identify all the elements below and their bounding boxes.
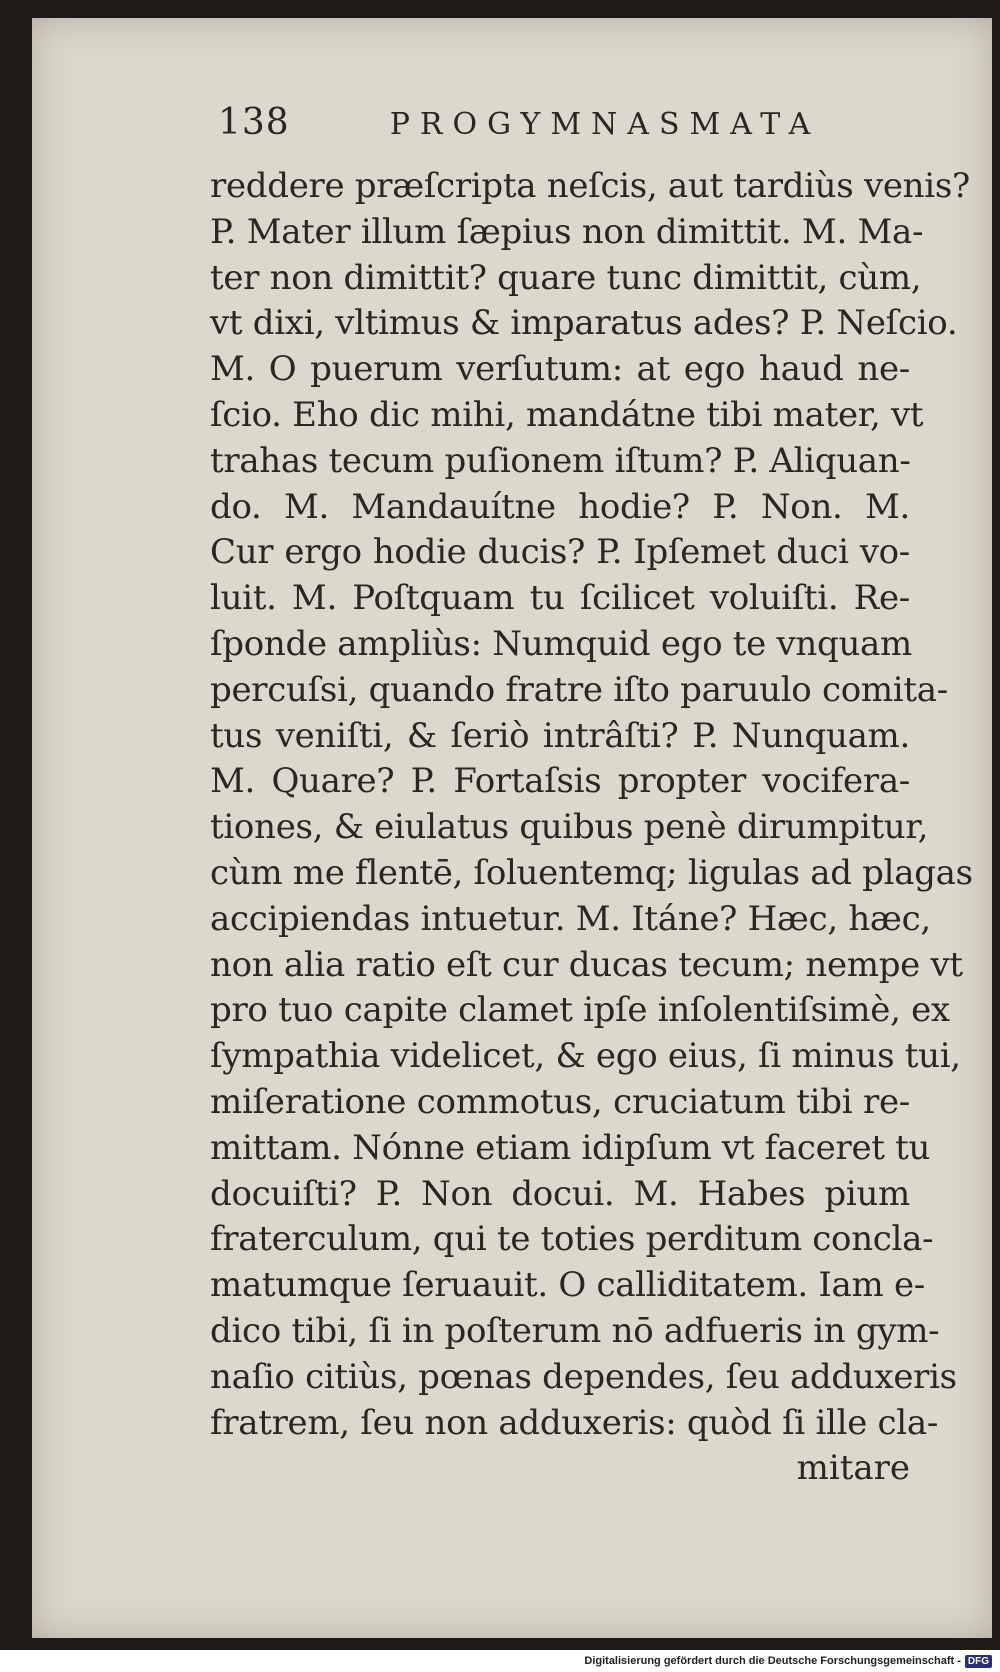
text-line: dico tibi, ſi in poſterum nō adfueris in gym- [210,1310,940,1351]
text-line: accipiendas intuetur. M. Itáne? Hæc, hæc, [210,898,931,939]
text-line: non alia ratio eſt cur ducas tecum; nempe vt [210,944,963,985]
text-line: fratrem, ſeu non adduxeris: quòd ſi ille cla- [210,1402,939,1443]
page-header [218,102,988,164]
text-line: tiones, & eiulatus quibus penè dirumpitur, [210,807,929,848]
dfg-logo: DFG [965,1655,992,1668]
page-number: 138 [218,102,290,143]
text-line: do. M. Mandauítne hodie? P. Non. M. [210,486,910,527]
text-line: ſcio. Eho dic mihi, mandátne tibi mater, vt [210,394,924,435]
text-line: P. Mater illum ſæpius non dimittit. M. Ma- [210,211,924,252]
text-line: matumque ſeruauit. O calliditatem. Iam e- [210,1265,925,1306]
text-line: miſeratione commotus, cruciatum tibi re- [210,1081,910,1122]
text-line: docuiſti? P. Non docui. M. Habes pium [210,1173,910,1214]
body-text [210,164,988,1446]
text-line: tus veniſti, & ſeriò intrâſti? P. Nunquam. [210,715,910,756]
running-title: PROGYMNASMATA [389,107,821,142]
text-line: Cur ergo hodie ducis? P. Ipſemet duci vo- [210,532,910,573]
text-line: ſponde ampliùs: Numquid ego te vnquam [210,623,912,664]
digitization-footer [0,1650,1000,1672]
book-page [32,18,992,1638]
text-line: percuſsi, quando fratre iſto paruulo comita- [210,669,948,710]
footer-credit: Digitalisierung gefördert durch die Deutsche Forschungsgemeinschaft - [584,1655,961,1667]
catchword: mitare [796,1448,910,1489]
text-line: pro tuo capite clamet ipſe inſolentiſsimè, ex [210,990,950,1031]
text-line: fraterculum, qui te toties perditum concla- [210,1219,934,1260]
text-line: ſympathia videlicet, & ego eius, ſi minus tui, [210,1036,961,1077]
text-line: M. O puerum verſutum: at ego haud ne- [210,349,910,390]
text-line: naſio citiùs, pœnas dependes, ſeu adduxeris [210,1356,957,1397]
text-line: ter non dimittit? quare tunc dimittit, cùm, [210,257,922,298]
page-content [210,102,988,1492]
text-line: M. Quare? P. Fortaſsis propter vocifera- [210,761,910,802]
text-line: trahas tecum puſionem iſtum? P. Aliquan- [210,440,911,481]
text-line: vt dixi, vltimus & imparatus ades? P. Neſcio. [210,303,958,344]
text-line: cùm me flentē, ſoluentemq; ligulas ad plagas [210,852,973,893]
text-line: luit. M. Poſtquam tu ſcilicet voluiſti. Re- [210,578,910,619]
text-line: reddere præſcripta neſcis, aut tardiùs venis? [210,166,970,206]
text-line: mittam. Nónne etiam idipſum vt faceret tu [210,1127,931,1168]
